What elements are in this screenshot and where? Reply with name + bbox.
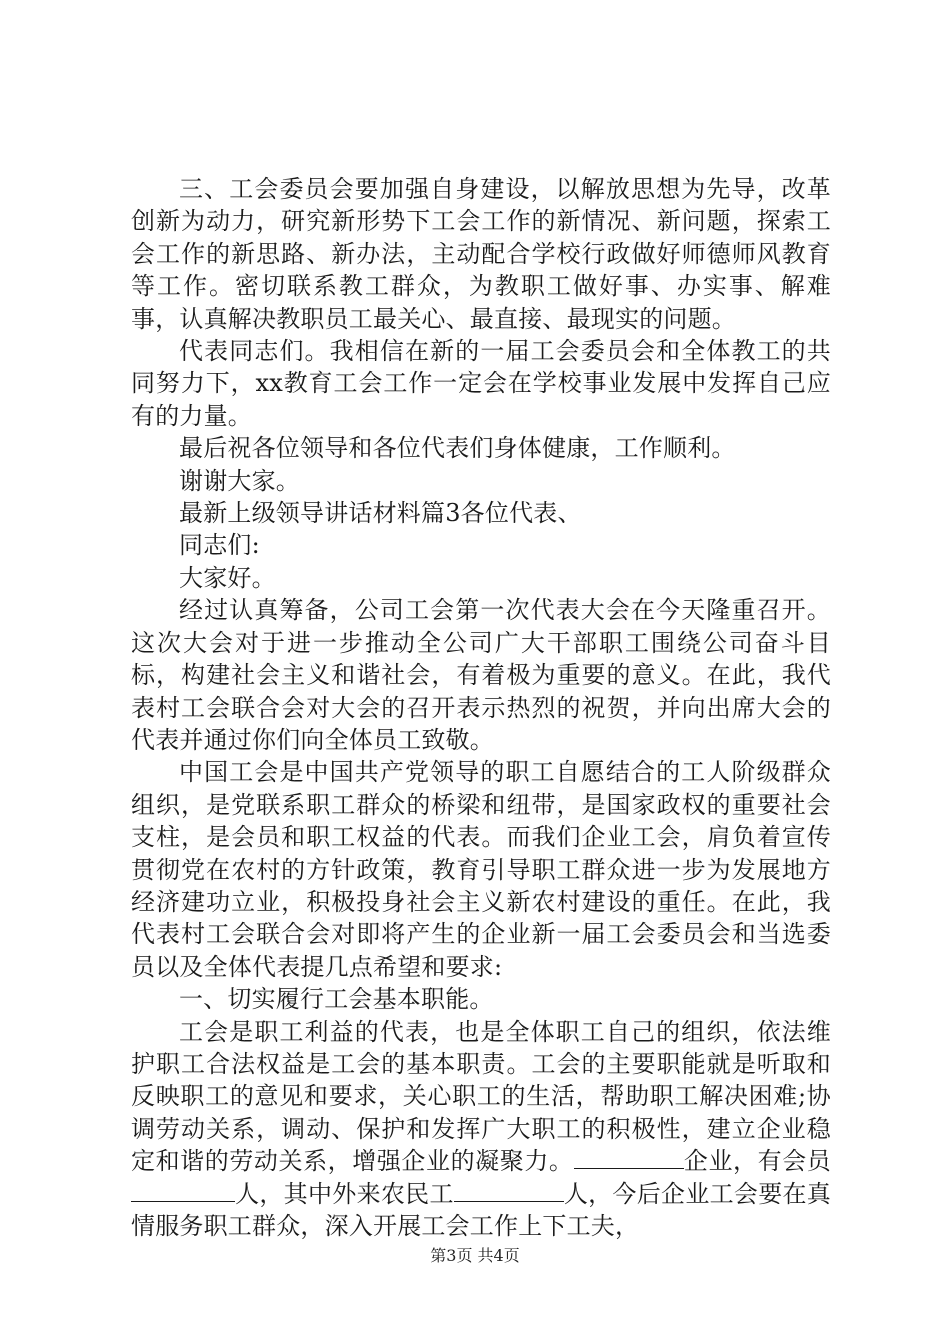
paragraph-self-construction: 三、工会委员会要加强自身建设，以解放思想为先导，改革创新为动力，研究新形势下工会工作的新情况、新问题，探索工会工作的新思路、新办法，主动配合学校行政做好师德师风教育等工作。密切联系教工群众，为教职工做好事、办实事、解难事，认真解决教职员工最关心、最直接、最现实的问题。 bbox=[131, 175, 831, 333]
page-footer bbox=[0, 1246, 950, 1266]
paragraph-section-heading: 最新上级领导讲话材料篇3各位代表、 bbox=[179, 499, 582, 528]
fill-blank-migrant-count bbox=[454, 1179, 564, 1202]
union-duties-closing-text: 人，今后企业工会要在真情服务职工群众，深入开展工会工作上下工夫， bbox=[131, 1179, 831, 1240]
union-duties-migrant-text: 人，其中外来农民工 bbox=[235, 1179, 454, 1208]
paragraph-salutation: 同志们: bbox=[179, 531, 260, 560]
union-duties-members-text: 企业，有会员 bbox=[683, 1147, 831, 1176]
paragraph-congress-opening: 经过认真筹备，公司工会第一次代表大会在今天隆重召开。这次大会对于进一步推动全公司广大干部职工围绕公司奋斗目标，构建社会主义和谐社会，有着极为重要的意义。在此，我代表村工会联合会对大会的召开表示热烈的祝贺，并向出席大会的代表并通过你们向全体员工致敬。 bbox=[131, 596, 831, 754]
paragraph-union-duties bbox=[131, 1016, 831, 1243]
paragraph-representatives: 代表同志们。我相信在新的一届工会委员会和全体教工的共同努力下，xx教育工会工作一定会在学校事业发展中发挥自己应有的力量。 bbox=[131, 337, 831, 430]
paragraph-wishes: 最后祝各位领导和各位代表们身体健康，工作顺利。 bbox=[179, 434, 736, 463]
fill-blank-member-count bbox=[131, 1179, 235, 1202]
fill-blank-enterprise-count bbox=[574, 1146, 684, 1169]
page-number: 第3页 共4页 bbox=[430, 1246, 520, 1265]
paragraph-greeting: 大家好。 bbox=[179, 563, 276, 592]
paragraph-point-one: 一、切实履行工会基本职能。 bbox=[179, 985, 494, 1014]
union-duties-text: 工会是职工利益的代表，也是全体职工自己的组织，依法维护职工合法权益是工会的基本职责。工会的主要职能就是听取和反映职工的意见和要求，关心职工的生活，帮助职工解决困难;协调劳动关系，调动、保护和发挥广大职工的积极性，建立企业稳定和谐的劳动关系，增强企业的凝聚力。 bbox=[131, 1017, 831, 1176]
paragraph-thanks: 谢谢大家。 bbox=[179, 466, 300, 495]
paragraph-union-role: 中国工会是中国共产党领导的职工自愿结合的工人阶级群众组织，是党联系职工群众的桥梁和纽带，是国家政权的重要社会支柱，是会员和职工权益的代表。而我们企业工会，肩负着宣传贯彻党在农村的方针政策，教育引导职工群众进一步为发展地方经济建功立业，积极投身社会主义新农村建设的重任。在此，我代表村工会联合会对即将产生的企业新一届工会委员会和当选委员以及全体代表提几点希望和要求: bbox=[131, 758, 831, 981]
document-body bbox=[131, 173, 831, 1242]
